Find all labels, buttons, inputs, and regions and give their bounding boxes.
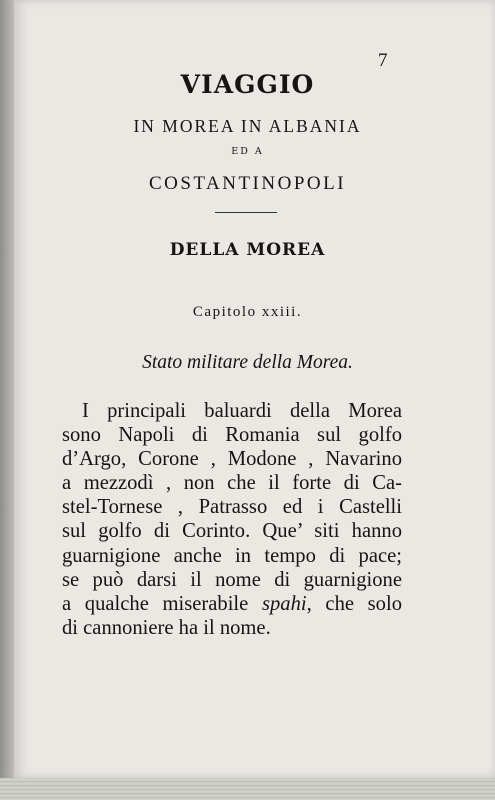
subtitle-line-1: IN MOREA IN ALBANIA [133,116,362,136]
chapter-title: Stato militare della Morea. [142,352,353,373]
chapter-heading: Capitolo xxiii. [192,304,303,320]
italic-term: spahi [261,592,307,615]
paragraph-text: a qualche miserabile [62,592,249,615]
page-bottom-edge [0,778,495,800]
paragraph-line: se può darsi il nome di guarnigione [62,568,402,591]
paragraph-line: sono Napoli di Romania sul golfo [62,424,402,447]
paragraph [62,399,402,640]
book-title: VIAGGIO [180,70,315,99]
paragraph-line [62,592,402,616]
page-number: 7 [378,50,388,71]
subtitle-line-2: ED A [231,146,264,157]
paragraph-line: d’Argo, Corone , Modone , Navarino [62,448,402,471]
title-divider [215,212,277,213]
section-title: DELLA MOREA [169,240,326,260]
paragraph-line: I principali baluardi della Morea [82,400,402,422]
paragraph-text: , che solo [306,592,402,615]
paragraph-line: stel-Tornese , Patrasso ed i Castelli [62,496,402,519]
paragraph-line: a mezzodì , non che il forte di Ca- [62,472,402,495]
paragraph-line: sul golfo di Corinto. Que’ siti hanno [62,520,402,543]
subtitle-line-3: COSTANTINOPOLI [148,173,347,194]
paragraph-line: guarnigione anche in tempo di pace; [62,544,402,567]
paragraph-line: di cannoniere ha il nome. [62,616,271,639]
